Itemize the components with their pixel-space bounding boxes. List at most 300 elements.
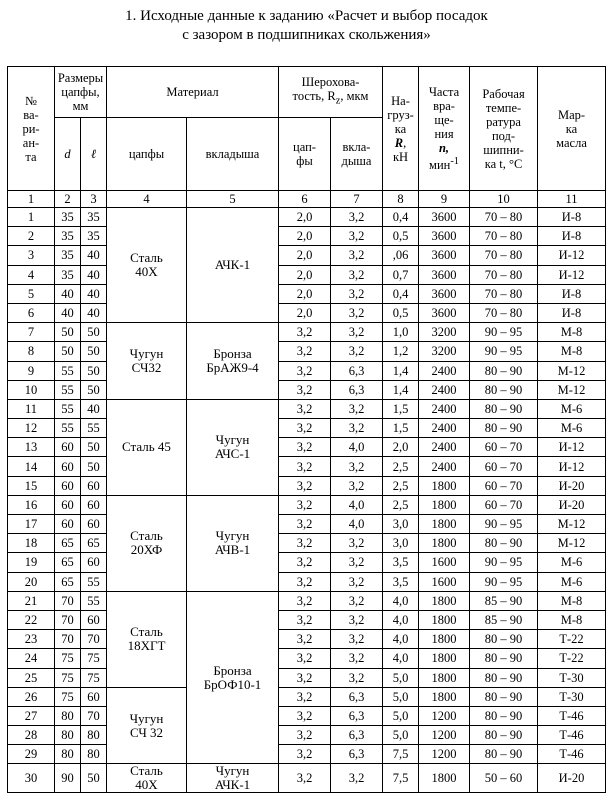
- frequency-cell: 1800: [419, 764, 470, 793]
- variant-cell: 23: [8, 630, 55, 649]
- length-cell: 40: [81, 303, 107, 322]
- length-cell: 40: [81, 246, 107, 265]
- length-cell: 75: [81, 668, 107, 687]
- liner-material-group-4: Чугун АЧВ-1: [187, 495, 279, 591]
- variant-cell: 16: [8, 495, 55, 514]
- oil-cell: М-12: [538, 534, 606, 553]
- temperature-cell: 80 – 90: [470, 399, 538, 418]
- frequency-cell: 1800: [419, 610, 470, 629]
- frequency-cell: 1800: [419, 591, 470, 610]
- roughness-journal-cell: 3,2: [279, 323, 331, 342]
- variant-cell: 17: [8, 515, 55, 534]
- frequency-cell: 3600: [419, 246, 470, 265]
- frequency-cell: 3200: [419, 342, 470, 361]
- frequency-cell: 3600: [419, 265, 470, 284]
- load-cell: 4,0: [383, 591, 419, 610]
- load-cell: 4,0: [383, 649, 419, 668]
- variant-cell: 28: [8, 726, 55, 745]
- diameter-cell: 55: [55, 380, 81, 399]
- temperature-cell: 60 – 70: [470, 457, 538, 476]
- oil-cell: И-12: [538, 265, 606, 284]
- roughness-liner-cell: 3,2: [331, 246, 383, 265]
- diameter-cell: 50: [55, 342, 81, 361]
- roughness-liner-cell: 4,0: [331, 515, 383, 534]
- frequency-cell: 1800: [419, 534, 470, 553]
- frequency-cell: 2400: [419, 380, 470, 399]
- table-row: [8, 457, 606, 476]
- roughness-journal-cell: 3,2: [279, 457, 331, 476]
- temperature-cell: 80 – 90: [470, 630, 538, 649]
- oil-cell: И-20: [538, 764, 606, 793]
- oil-cell: М-12: [538, 361, 606, 380]
- load-cell: 2,5: [383, 476, 419, 495]
- length-cell: 50: [81, 457, 107, 476]
- temperature-cell: 80 – 90: [470, 668, 538, 687]
- frequency-cell: 3600: [419, 208, 470, 227]
- length-cell: 70: [81, 706, 107, 725]
- roughness-journal-cell: 3,2: [279, 668, 331, 687]
- frequency-cell: 3600: [419, 303, 470, 322]
- roughness-journal-cell: 3,2: [279, 438, 331, 457]
- roughness-journal-cell: 3,2: [279, 591, 331, 610]
- roughness-liner-cell: 3,2: [331, 303, 383, 322]
- header-oil: Мар- ка масла: [538, 67, 606, 191]
- load-cell: 2,5: [383, 457, 419, 476]
- length-cell: 40: [81, 284, 107, 303]
- temperature-cell: 90 – 95: [470, 572, 538, 591]
- roughness-liner-cell: 3,2: [331, 342, 383, 361]
- table-row: [8, 553, 606, 572]
- oil-cell: Т-22: [538, 630, 606, 649]
- roughness-liner-cell: 3,2: [331, 284, 383, 303]
- load-cell: 0,4: [383, 284, 419, 303]
- table-header: [8, 67, 606, 208]
- frequency-cell: 1200: [419, 726, 470, 745]
- column-number: 9: [419, 191, 470, 208]
- oil-cell: И-12: [538, 457, 606, 476]
- temperature-cell: 90 – 95: [470, 553, 538, 572]
- frequency-cell: 1800: [419, 495, 470, 514]
- length-cell: 40: [81, 265, 107, 284]
- liner-material-group-7: Чугун АЧК-1: [187, 764, 279, 793]
- load-cell: 1,4: [383, 380, 419, 399]
- variant-cell: 9: [8, 361, 55, 380]
- load-cell: 3,5: [383, 572, 419, 591]
- temperature-cell: 80 – 90: [470, 534, 538, 553]
- length-cell: 65: [81, 534, 107, 553]
- oil-cell: М-8: [538, 323, 606, 342]
- header-journal-size: Размеры цапфы, мм: [55, 67, 107, 118]
- table-row: [8, 649, 606, 668]
- diameter-cell: 40: [55, 284, 81, 303]
- table-row: [8, 380, 606, 399]
- table-row: [8, 323, 606, 342]
- column-number: 1: [8, 191, 55, 208]
- temperature-cell: 60 – 70: [470, 495, 538, 514]
- length-cell: 55: [81, 591, 107, 610]
- temperature-cell: 50 – 60: [470, 764, 538, 793]
- roughness-journal-cell: 3,2: [279, 476, 331, 495]
- roughness-liner-cell: 3,2: [331, 457, 383, 476]
- oil-cell: М-12: [538, 380, 606, 399]
- diameter-cell: 75: [55, 668, 81, 687]
- frequency-cell: 1800: [419, 668, 470, 687]
- frequency-cell: 2400: [419, 399, 470, 418]
- length-cell: 60: [81, 495, 107, 514]
- roughness-liner-cell: 3,2: [331, 572, 383, 591]
- table-row: [8, 572, 606, 591]
- variant-cell: 14: [8, 457, 55, 476]
- diameter-cell: 55: [55, 399, 81, 418]
- diameter-cell: 35: [55, 227, 81, 246]
- table-row: [8, 361, 606, 380]
- load-cell: 0,5: [383, 303, 419, 322]
- oil-cell: И-8: [538, 227, 606, 246]
- table-row: [8, 265, 606, 284]
- roughness-liner-cell: 6,3: [331, 745, 383, 764]
- table-row: [8, 610, 606, 629]
- frequency-cell: 1600: [419, 553, 470, 572]
- temperature-cell: 80 – 90: [470, 726, 538, 745]
- roughness-liner-cell: 6,3: [331, 687, 383, 706]
- frequency-cell: 3200: [419, 323, 470, 342]
- diameter-cell: 80: [55, 726, 81, 745]
- temperature-cell: 90 – 95: [470, 515, 538, 534]
- roughness-journal-cell: 3,2: [279, 630, 331, 649]
- length-cell: 55: [81, 572, 107, 591]
- variant-cell: 3: [8, 246, 55, 265]
- length-cell: 75: [81, 649, 107, 668]
- column-number-row: [8, 191, 606, 208]
- table-row: [8, 515, 606, 534]
- diameter-cell: 75: [55, 687, 81, 706]
- roughness-journal-cell: 3,2: [279, 495, 331, 514]
- load-cell: 0,7: [383, 265, 419, 284]
- length-cell: 60: [81, 610, 107, 629]
- oil-cell: М-8: [538, 610, 606, 629]
- frequency-cell: 1800: [419, 649, 470, 668]
- roughness-journal-cell: 3,2: [279, 610, 331, 629]
- diameter-cell: 60: [55, 438, 81, 457]
- oil-cell: И-8: [538, 208, 606, 227]
- roughness-journal-cell: 3,2: [279, 687, 331, 706]
- diameter-cell: 35: [55, 208, 81, 227]
- variant-cell: 13: [8, 438, 55, 457]
- oil-cell: И-12: [538, 246, 606, 265]
- oil-cell: М-6: [538, 419, 606, 438]
- journal-material-group-7: Сталь 40Х: [107, 764, 187, 793]
- roughness-journal-cell: 3,2: [279, 706, 331, 725]
- variant-cell: 29: [8, 745, 55, 764]
- frequency-cell: 1800: [419, 515, 470, 534]
- roughness-journal-cell: 3,2: [279, 745, 331, 764]
- liner-material-group-3: Чугун АЧС-1: [187, 399, 279, 495]
- length-cell: 55: [81, 419, 107, 438]
- roughness-liner-cell: 3,2: [331, 323, 383, 342]
- variant-cell: 10: [8, 380, 55, 399]
- roughness-liner-cell: 3,2: [331, 476, 383, 495]
- diameter-cell: 60: [55, 476, 81, 495]
- roughness-liner-cell: 4,0: [331, 495, 383, 514]
- roughness-liner-cell: 6,3: [331, 726, 383, 745]
- journal-material-group-1: Сталь 40Х: [107, 208, 187, 323]
- header-d: d: [55, 118, 81, 191]
- frequency-cell: 1600: [419, 572, 470, 591]
- variant-cell: 27: [8, 706, 55, 725]
- diameter-cell: 35: [55, 265, 81, 284]
- table-row: [8, 342, 606, 361]
- roughness-journal-cell: 2,0: [279, 265, 331, 284]
- roughness-journal-cell: 2,0: [279, 208, 331, 227]
- load-cell: 3,5: [383, 553, 419, 572]
- header-l: ℓ: [81, 118, 107, 191]
- temperature-cell: 70 – 80: [470, 227, 538, 246]
- diameter-cell: 65: [55, 534, 81, 553]
- data-table: [7, 66, 606, 793]
- oil-cell: Т-22: [538, 649, 606, 668]
- diameter-cell: 70: [55, 630, 81, 649]
- diameter-cell: 65: [55, 572, 81, 591]
- roughness-journal-cell: 3,2: [279, 649, 331, 668]
- header-rough-journal: цап- фы: [279, 118, 331, 191]
- oil-cell: М-6: [538, 572, 606, 591]
- roughness-liner-cell: 3,2: [331, 649, 383, 668]
- frequency-cell: 1200: [419, 745, 470, 764]
- column-number: 6: [279, 191, 331, 208]
- table-row: [8, 208, 606, 227]
- column-number: 5: [187, 191, 279, 208]
- oil-cell: И-8: [538, 303, 606, 322]
- diameter-cell: 40: [55, 303, 81, 322]
- temperature-cell: 90 – 95: [470, 342, 538, 361]
- table-row: [8, 706, 606, 725]
- variant-cell: 12: [8, 419, 55, 438]
- load-cell: 3,0: [383, 515, 419, 534]
- variant-cell: 26: [8, 687, 55, 706]
- load-cell: 1,2: [383, 342, 419, 361]
- frequency-cell: 1800: [419, 476, 470, 495]
- frequency-cell: 2400: [419, 419, 470, 438]
- roughness-journal-cell: 3,2: [279, 380, 331, 399]
- roughness-liner-cell: 3,2: [331, 534, 383, 553]
- diameter-cell: 55: [55, 419, 81, 438]
- oil-cell: И-20: [538, 476, 606, 495]
- temperature-cell: 80 – 90: [470, 649, 538, 668]
- temperature-cell: 80 – 90: [470, 706, 538, 725]
- temperature-cell: 85 – 90: [470, 610, 538, 629]
- roughness-journal-cell: 3,2: [279, 553, 331, 572]
- roughness-journal-cell: 3,2: [279, 534, 331, 553]
- roughness-liner-cell: 6,3: [331, 706, 383, 725]
- roughness-liner-cell: 3,2: [331, 208, 383, 227]
- diameter-cell: 70: [55, 591, 81, 610]
- table-row: [8, 630, 606, 649]
- table-row: [8, 726, 606, 745]
- length-cell: 35: [81, 208, 107, 227]
- diameter-cell: 60: [55, 457, 81, 476]
- roughness-liner-cell: 3,2: [331, 591, 383, 610]
- roughness-journal-cell: 3,2: [279, 764, 331, 793]
- load-cell: 3,0: [383, 534, 419, 553]
- load-cell: 7,5: [383, 745, 419, 764]
- journal-material-group-3: Сталь 45: [107, 399, 187, 495]
- header-material: Материал: [107, 67, 279, 118]
- roughness-liner-cell: 3,2: [331, 553, 383, 572]
- roughness-journal-cell: 2,0: [279, 303, 331, 322]
- roughness-journal-cell: 3,2: [279, 361, 331, 380]
- table-row: [8, 668, 606, 687]
- table-row: [8, 591, 606, 610]
- header-load: На- груз- ка R, кН: [383, 67, 419, 191]
- header-temperature: Рабочая темпе- ратура под- шипни- ка t, °С: [470, 67, 538, 191]
- load-cell: 4,0: [383, 610, 419, 629]
- load-cell: 2,5: [383, 495, 419, 514]
- roughness-liner-cell: 3,2: [331, 764, 383, 793]
- load-cell: 5,0: [383, 668, 419, 687]
- temperature-cell: 60 – 70: [470, 438, 538, 457]
- temperature-cell: 90 – 95: [470, 323, 538, 342]
- load-cell: 1,5: [383, 419, 419, 438]
- length-cell: 60: [81, 553, 107, 572]
- oil-cell: И-12: [538, 438, 606, 457]
- temperature-cell: 80 – 90: [470, 745, 538, 764]
- length-cell: 50: [81, 361, 107, 380]
- table-row: [8, 764, 606, 793]
- temperature-cell: 80 – 90: [470, 419, 538, 438]
- table-row: [8, 227, 606, 246]
- variant-cell: 7: [8, 323, 55, 342]
- roughness-journal-cell: 2,0: [279, 246, 331, 265]
- table-row: [8, 399, 606, 418]
- variant-cell: 8: [8, 342, 55, 361]
- length-cell: 60: [81, 687, 107, 706]
- column-number: 7: [331, 191, 383, 208]
- journal-material-group-4: Сталь 20ХФ: [107, 495, 187, 591]
- roughness-liner-cell: 6,3: [331, 380, 383, 399]
- liner-material-group-1: АЧК-1: [187, 208, 279, 323]
- temperature-cell: 80 – 90: [470, 361, 538, 380]
- length-cell: 50: [81, 764, 107, 793]
- temperature-cell: 70 – 80: [470, 246, 538, 265]
- roughness-journal-cell: 3,2: [279, 419, 331, 438]
- load-cell: 0,4: [383, 208, 419, 227]
- header-journal: цапфы: [107, 118, 187, 191]
- diameter-cell: 80: [55, 706, 81, 725]
- temperature-cell: 60 – 70: [470, 476, 538, 495]
- column-number: 11: [538, 191, 606, 208]
- length-cell: 50: [81, 323, 107, 342]
- roughness-liner-cell: 3,2: [331, 668, 383, 687]
- variant-cell: 18: [8, 534, 55, 553]
- diameter-cell: 65: [55, 553, 81, 572]
- variant-cell: 11: [8, 399, 55, 418]
- load-cell: 5,0: [383, 687, 419, 706]
- variant-cell: 24: [8, 649, 55, 668]
- header-variant: № ва- ри- ан- та: [8, 67, 55, 191]
- diameter-cell: 60: [55, 515, 81, 534]
- temperature-cell: 70 – 80: [470, 284, 538, 303]
- diameter-cell: 90: [55, 764, 81, 793]
- roughness-liner-cell: 3,2: [331, 610, 383, 629]
- table-row: [8, 303, 606, 322]
- column-number: 10: [470, 191, 538, 208]
- oil-cell: Т-46: [538, 745, 606, 764]
- table-row: [8, 476, 606, 495]
- temperature-cell: 70 – 80: [470, 208, 538, 227]
- roughness-liner-cell: 6,3: [331, 361, 383, 380]
- roughness-journal-cell: 3,2: [279, 572, 331, 591]
- load-cell: 1,5: [383, 399, 419, 418]
- roughness-journal-cell: 2,0: [279, 284, 331, 303]
- load-cell: 2,0: [383, 438, 419, 457]
- table-row: [8, 284, 606, 303]
- load-cell: 7,5: [383, 764, 419, 793]
- temperature-cell: 80 – 90: [470, 380, 538, 399]
- table-row: [8, 246, 606, 265]
- roughness-liner-cell: 3,2: [331, 399, 383, 418]
- roughness-journal-cell: 3,2: [279, 399, 331, 418]
- oil-cell: Т-30: [538, 668, 606, 687]
- journal-material-group-2: Чугун СЧ32: [107, 323, 187, 400]
- liner-material-group-5: Бронза БрОФ10-1: [187, 591, 279, 764]
- temperature-cell: 70 – 80: [470, 265, 538, 284]
- variant-cell: 6: [8, 303, 55, 322]
- variant-cell: 20: [8, 572, 55, 591]
- variant-cell: 30: [8, 764, 55, 793]
- header-frequency: Часта вра- ще- ния n, мин$^{-1}$: [419, 67, 470, 191]
- frequency-cell: 2400: [419, 457, 470, 476]
- oil-cell: М-8: [538, 342, 606, 361]
- oil-cell: И-20: [538, 495, 606, 514]
- roughness-liner-cell: 3,2: [331, 227, 383, 246]
- temperature-cell: 70 – 80: [470, 303, 538, 322]
- oil-cell: Т-46: [538, 706, 606, 725]
- journal-material-group-5: Сталь 18ХГТ: [107, 591, 187, 687]
- header-rough-liner: вкла- дыша: [331, 118, 383, 191]
- diameter-cell: 75: [55, 649, 81, 668]
- oil-cell: М-6: [538, 399, 606, 418]
- column-number: 8: [383, 191, 419, 208]
- frequency-cell: 1200: [419, 706, 470, 725]
- column-number: 3: [81, 191, 107, 208]
- oil-cell: Т-30: [538, 687, 606, 706]
- header-liner: вкладыша: [187, 118, 279, 191]
- frequency-cell: 3600: [419, 227, 470, 246]
- table-row: [8, 534, 606, 553]
- length-cell: 60: [81, 476, 107, 495]
- roughness-liner-cell: 3,2: [331, 265, 383, 284]
- table-row: [8, 745, 606, 764]
- roughness-liner-cell: 3,2: [331, 419, 383, 438]
- page-title-line-1: 1. Исходные данные к заданию «Расчет и выбор посадок: [125, 8, 488, 24]
- oil-cell: М-8: [538, 591, 606, 610]
- variant-cell: 19: [8, 553, 55, 572]
- load-cell: 5,0: [383, 726, 419, 745]
- frequency-cell: 2400: [419, 438, 470, 457]
- header-roughness: Шерохова- тость, $R_z$, мкм: [279, 67, 383, 118]
- length-cell: 80: [81, 726, 107, 745]
- load-cell: 4,0: [383, 630, 419, 649]
- table-body: [8, 208, 606, 793]
- journal-material-group-6: Чугун СЧ 32: [107, 687, 187, 764]
- diameter-cell: 70: [55, 610, 81, 629]
- roughness-journal-cell: 2,0: [279, 227, 331, 246]
- roughness-journal-cell: 3,2: [279, 515, 331, 534]
- roughness-liner-cell: 3,2: [331, 630, 383, 649]
- table-row: [8, 495, 606, 514]
- length-cell: 70: [81, 630, 107, 649]
- load-cell: 0,5: [383, 227, 419, 246]
